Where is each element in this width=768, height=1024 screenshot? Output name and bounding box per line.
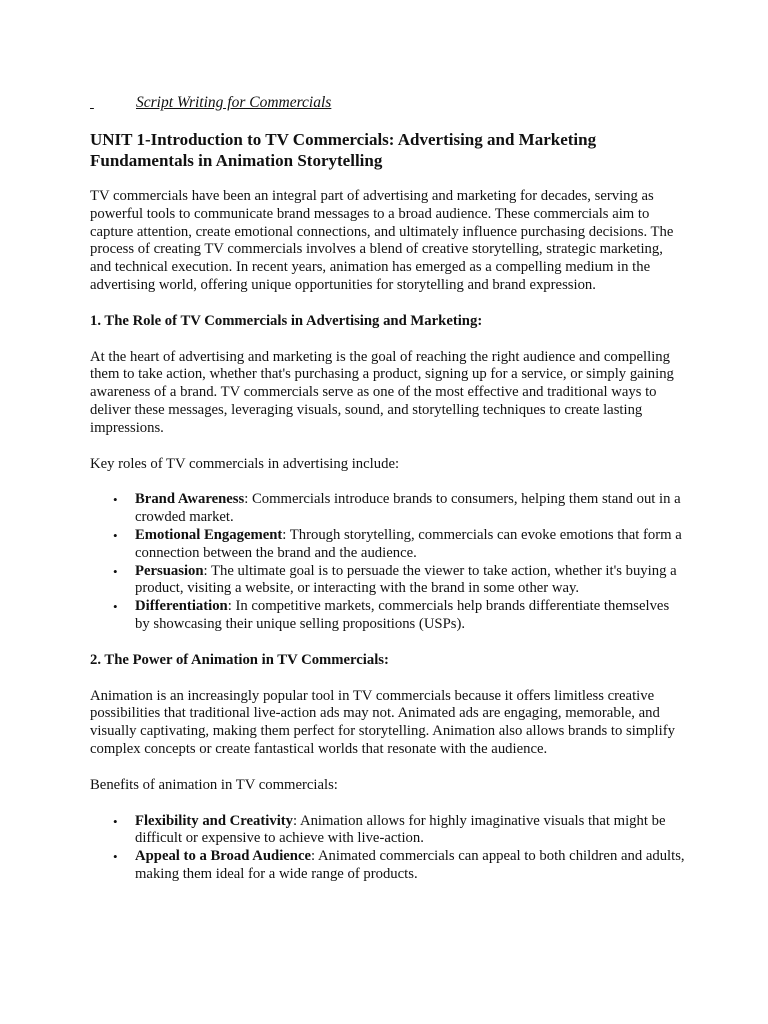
document-title bbox=[90, 93, 686, 113]
list-item-term: Persuasion bbox=[135, 562, 204, 579]
unit-heading: UNIT 1-Introduction to TV Commercials: Advertising and Marketing Fundamentals in Animation Storytelling bbox=[90, 130, 597, 170]
document-page bbox=[90, 93, 686, 884]
list-item-term: Appeal to a Broad Audience bbox=[135, 848, 311, 865]
list-item bbox=[90, 813, 686, 849]
list-item bbox=[90, 848, 686, 884]
section2-list-intro: Benefits of animation in TV commercials: bbox=[90, 776, 338, 793]
list-item-term: Differentiation bbox=[135, 598, 228, 615]
list-item bbox=[90, 563, 686, 599]
section1-list-intro: Key roles of TV commercials in advertising include: bbox=[90, 455, 400, 472]
section2-paragraph: Animation is an increasingly popular tool in TV commercials because it offers limitless creative possibilities that traditional live-action ads may not. Animated ads are engaging, memorable, and visually captivating, making them perfect for storytelling. Animation also allows brands to simplify complex concepts or create fantastical worlds that resonate with the audience. bbox=[90, 687, 675, 757]
list-item-text: : Animated commercials can appeal to both children and adults, making them ideal for a wide range of products. bbox=[135, 848, 685, 882]
intro-paragraph: TV commercials have been an integral part of advertising and marketing for decades, serving as powerful tools to communicate brand messages to a broad audience. These commercials aim to capture attention, create emotional connections, and ultimately influence purchasing decisions. The process of creating TV commercials involves a blend of creative storytelling, strategic marketing, and technical execution. In recent years, animation has emerged as a compelling medium in the advertising world, offering unique opportunities for storytelling and brand expression. bbox=[90, 188, 674, 293]
list-item-text: : Animation allows for highly imaginative visuals that might be difficult or expensive to achieve with live-action. bbox=[135, 812, 666, 847]
list-item-term: Emotional Engagement bbox=[135, 526, 283, 543]
bullet-icon: • bbox=[113, 492, 118, 508]
list-item-term: Brand Awareness bbox=[135, 491, 245, 508]
list-item-term: Flexibility and Creativity bbox=[135, 812, 294, 829]
document-title-text: Script Writing for Commercials bbox=[136, 94, 332, 111]
section2-heading: 2. The Power of Animation in TV Commercials: bbox=[90, 651, 389, 668]
section2-benefits-list bbox=[90, 813, 686, 884]
list-item bbox=[90, 491, 686, 527]
bullet-icon: • bbox=[113, 849, 118, 865]
list-item bbox=[90, 527, 686, 563]
section1-paragraph: At the heart of advertising and marketing is the goal of reaching the right audience and compelling them to take action, whether that's purchasing a product, signing up for a service, or simply gaining awareness of a brand. TV commercials serve as one of the most effective and traditional ways to deliver these messages, leveraging visuals, sound, and storytelling techniques to create lasting impressions. bbox=[90, 348, 674, 436]
list-item-text: : Commercials introduce brands to consumers, helping them stand out in a crowded market. bbox=[135, 491, 681, 526]
list-item-text: : The ultimate goal is to persuade the viewer to take action, whether it's buying a product, visiting a website, or interacting with the brand in some other way. bbox=[135, 562, 677, 597]
section1-roles-list bbox=[90, 491, 686, 633]
bullet-icon: • bbox=[113, 563, 118, 579]
bullet-icon: • bbox=[113, 527, 118, 543]
bullet-icon: • bbox=[113, 599, 118, 615]
list-item-text: : Through storytelling, commercials can evoke emotions that form a connection between the brand and the audience. bbox=[135, 526, 682, 561]
title-underline-lead bbox=[90, 93, 136, 113]
list-item bbox=[90, 598, 686, 634]
section1-heading: 1. The Role of TV Commercials in Advertising and Marketing: bbox=[90, 312, 483, 329]
list-item-text: : In competitive markets, commercials help brands differentiate themselves by showcasing their unique selling propositions (USPs). bbox=[135, 598, 670, 632]
bullet-icon: • bbox=[113, 813, 118, 829]
